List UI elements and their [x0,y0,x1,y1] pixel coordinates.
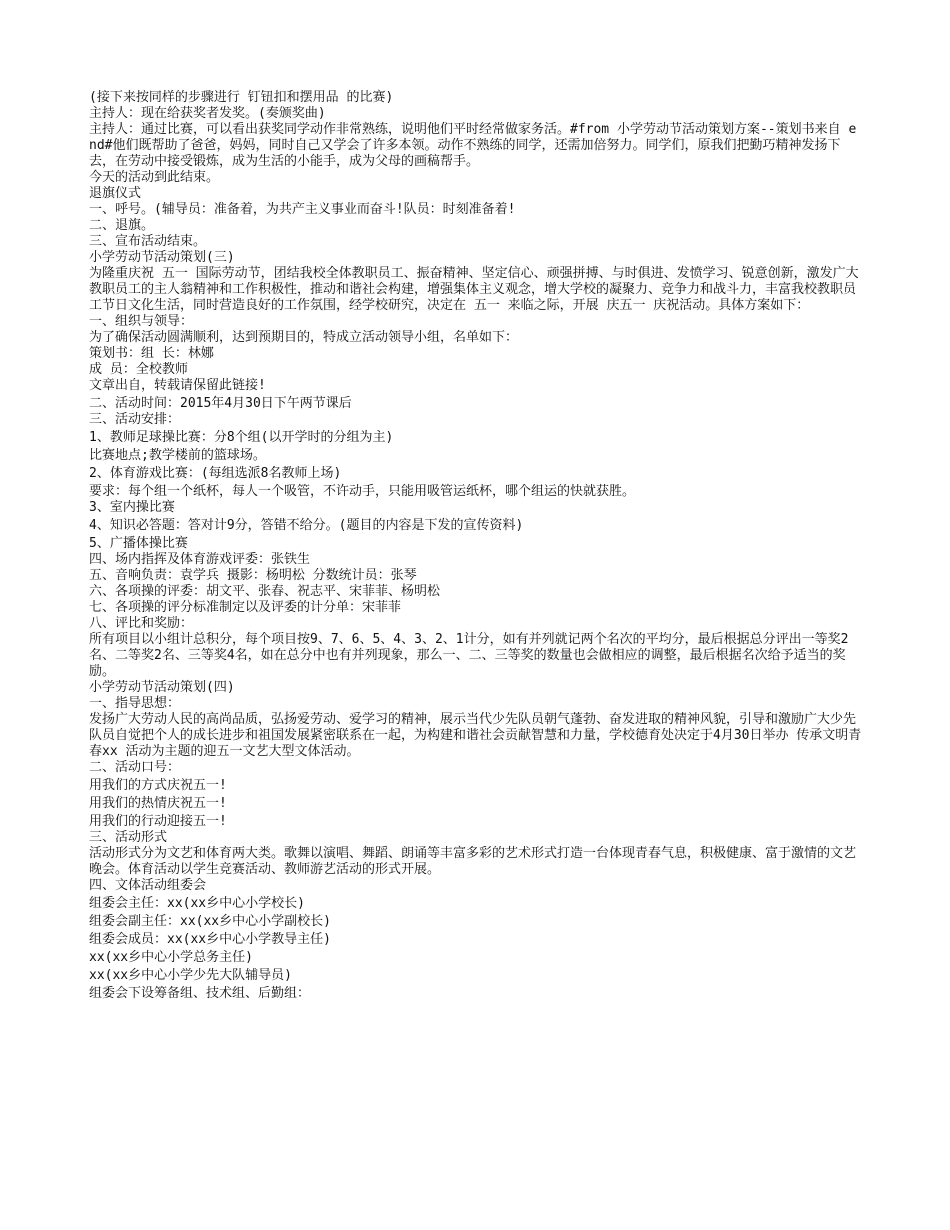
slogan-line: 用我们的热情庆祝五一! [89,796,227,811]
text-line: 主持人：通过比赛，可以看出获奖同学动作非常熟练，说明他们平时经常做家务活。#from 小学劳动节活动策划方案--策划书来自 end#他们既帮助了爸爸，妈妈，同时自己又学会了许多本领。动作不熟练的同学，还需加倍努力。同学们，原我们把勤巧精神发扬下去，在劳动中接受锻炼，成为生活的小能手，成为父母的画稿帮手。 [89,122,857,169]
text-line: 组委会下设筹备组、技术组、后勤组： [89,986,311,1001]
text-line: 七、各项操的评分标准制定以及评委的计分单：宋菲菲 [89,600,402,615]
text-line: 发扬广大劳动人民的高尚品质，弘扬爱劳动、爱学习的精神，展示当代少先队员朝气蓬勃、奋发进取的精神风貌，引导和激励广大少先队员自觉把个人的成长进步和祖国发展紧密联系在一起，为构建和谐社会贡献智慧和力量，学校德育处决定于4月30日举办 传承文明青春xx 活动为主题的迎五一文艺大型文体活动。 [89,712,862,759]
text-line: 成 员：全校教师 [89,362,188,377]
section-heading: 小学劳动节活动策划(四) [89,680,235,695]
text-line: 一、呼号。(辅导员：准备着，为共产主义事业而奋斗!队员：时刻准备着! [89,202,516,217]
text-line: 活动形式分为文艺和体育两大类。歌舞以演唱、舞蹈、朗诵等丰富多彩的艺术形式打造一台体现青春气息，积极健康、富于激情的文艺晚会。体育活动以学生竞赛活动、教师游艺活动的形式开展。 [89,846,857,877]
text-line: (接下来按同样的步骤进行 钉钮扣和摆用品 的比赛) [89,90,394,105]
text-line: 文章出自，转载请保留此链接! [89,378,266,393]
text-line: 三、活动形式 [89,830,168,845]
text-line: 策划书：组 长：林娜 [89,346,214,361]
text-line: 5、广播体操比赛 [89,536,188,551]
text-line: 4、知识必答题：答对计9分，答错不给分。(题目的内容是下发的宣传资料) [89,518,524,533]
text-line: 组委会副主任：xx(xx乡中心小学副校长) [89,914,331,929]
text-line: xx(xx乡中心小学总务主任) [89,950,253,965]
section-heading: 退旗仪式 [89,186,142,201]
text-line: 三、活动安排： [89,412,181,427]
text-line: 组委会成员：xx(xx乡中心小学教导主任) [89,932,331,947]
text-line: 2、体育游戏比赛：(每组选派8名教师上场) [89,466,342,481]
document-page [89,90,864,1002]
text-line: 主持人：现在给获奖者发奖。(奏颁奖曲) [89,106,326,121]
text-line: 1、教师足球操比赛：分8个组(以开学时的分组为主) [89,430,394,445]
text-line: 五、音响负责：袁学兵 摄影：杨明松 分数统计员：张琴 [89,568,417,583]
text-line: 一、组织与领导： [89,314,194,329]
text-line: 一、指导思想： [89,696,181,711]
text-line: 二、活动时间：2015年4月30日下午两节课后 [89,396,352,411]
text-line: 所有项目以小组计总积分，每个项目按9、7、6、5、4、3、2、1计分，如有并列就记两个名次的平均分，最后根据总分评出一等奖2名、二等奖2名、三等奖4名，如在总分中也有并列现象，那么一、二、三等奖的数量也会做相应的调整，最后根据名次给予适当的奖励。 [89,632,849,679]
text-line: 比赛地点;教学楼前的篮球场。 [89,448,266,463]
text-line: 二、退旗。 [89,218,155,233]
text-line: 三、宣布活动结束。 [89,234,207,249]
slogan-line: 用我们的行动迎接五一! [89,814,227,829]
text-line: 四、文体活动组委会 [89,878,207,893]
text-line: 四、场内指挥及体育游戏评委：张铁生 [89,552,311,567]
text-line: 二、活动口号： [89,760,181,775]
text-line: 组委会主任：xx(xx乡中心小学校长) [89,896,305,911]
slogan-line: 用我们的方式庆祝五一! [89,778,227,793]
section-heading: 小学劳动节活动策划(三) [89,250,235,265]
text-line: 3、室内操比赛 [89,500,175,515]
text-line: 为隆重庆祝 五一 国际劳动节，团结我校全体教职员工、振奋精神、坚定信心、顽强拼搏、与时俱进、发愤学习、锐意创新，激发广大教职员工的主人翁精神和工作积极性，推动和谐社会构建，增强集体主义观念，增大学校的凝聚力、竞争力和战斗力，丰富我校教职员工节日文化生活，同时营造良好的工作氛围，经学校研究，决定在 五一 来临之际，开展 庆五一 庆祝活动。具体方案如下： [89,266,859,313]
text-line: 六、各项操的评委：胡文平、张春、祝志平、宋菲菲、杨明松 [89,584,441,599]
text-line: 为了确保活动圆满顺利，达到预期目的，特成立活动领导小组，名单如下： [89,330,519,345]
text-line: 今天的活动到此结束。 [89,170,220,185]
text-line: xx(xx乡中心小学少先大队辅导员) [89,968,292,983]
text-line: 八、评比和奖励： [89,616,194,631]
text-line: 要求：每个组一个纸杯，每人一个吸管，不许动手，只能用吸管运纸杯，哪个组运的快就获胜。 [89,484,636,499]
